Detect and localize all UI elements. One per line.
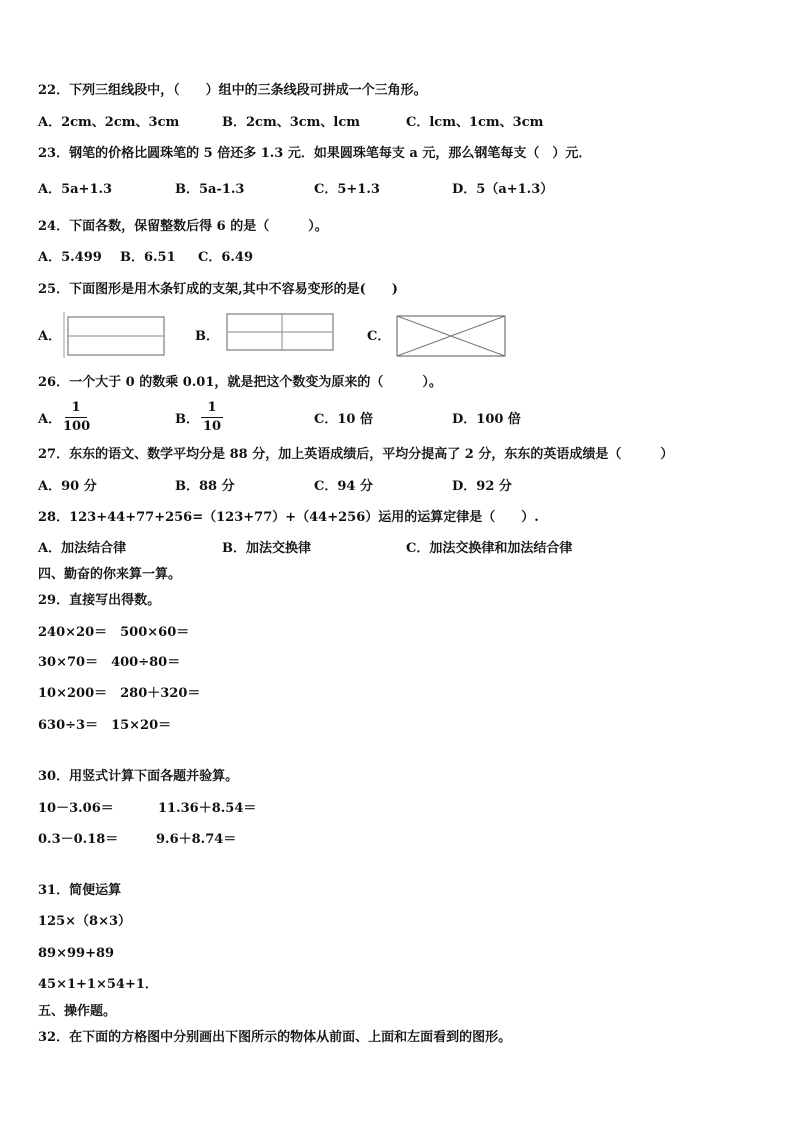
q31-item: 89×99+89 xyxy=(38,946,115,961)
q26-option-a-label: A． xyxy=(38,412,62,427)
q25-option-a-label: A． xyxy=(38,329,62,344)
q24-option-a: A．5.499 xyxy=(38,250,102,265)
fraction-denominator: 10 xyxy=(202,419,222,434)
q30-stem: 30．用竖式计算下面各题并验算。 xyxy=(38,769,239,784)
q22-option-b: B．2cm、3cm、lcm xyxy=(222,115,361,130)
q27-option-c: C．94 分 xyxy=(314,479,373,494)
q29-stem: 29．直接写出得数。 xyxy=(38,593,161,608)
q23-stem: 23．钢笔的价格比圆珠笔的 5 倍还多 1.3 元．如果圆珠笔每支 a 元，那么钢笔每支（ ）元． xyxy=(38,146,592,161)
frame-a-figure xyxy=(62,310,166,360)
q29-row: 30×70＝ 400÷80＝ xyxy=(38,655,181,670)
q31-item: 125×（8×3） xyxy=(38,914,132,929)
q28-option-c: C．加法交换律和加法结合律 xyxy=(406,541,573,556)
fraction-denominator: 100 xyxy=(63,419,91,434)
fraction-numerator: 1 xyxy=(207,400,217,415)
q23-option-a: A．5a+1.3 xyxy=(38,182,113,197)
q26-option-a-fraction xyxy=(63,400,89,435)
q25-option-c-label: C． xyxy=(367,329,391,344)
q22-option-a: A．2cm、2cm、3cm xyxy=(38,115,180,130)
q27-option-d: D．92 分 xyxy=(452,479,512,494)
q27-option-b: B．88 分 xyxy=(175,479,235,494)
q23-option-c: C．5+1.3 xyxy=(314,182,380,197)
q31-item: 45×1+1×54+1． xyxy=(38,977,158,992)
q30-item-4: 9.6＋8.74＝ xyxy=(156,832,237,847)
q30-item-2: 11.36＋8.54＝ xyxy=(158,801,257,816)
q29-row: 10×200＝ 280＋320＝ xyxy=(38,686,201,701)
q22-option-c: C．lcm、1cm、3cm xyxy=(406,115,544,130)
q26-stem: 26．一个大于 0 的数乘 0.01，就是把这个数变为原来的（ ）。 xyxy=(38,375,442,390)
fraction-bar xyxy=(65,417,87,418)
fraction-numerator: 1 xyxy=(71,400,81,415)
frame-b-figure xyxy=(224,312,336,354)
q26-option-b-fraction xyxy=(199,400,225,435)
q30-item-1: 10－3.06＝ xyxy=(38,801,114,816)
q29-row: 630÷3＝ 15×20＝ xyxy=(38,718,172,733)
q28-stem: 28．123+44+77+256=（123+77）+（44+256）运用的运算定律是（ ）. xyxy=(38,510,539,525)
q31-stem: 31．简便运算 xyxy=(38,883,122,898)
q24-option-c: C．6.49 xyxy=(198,250,254,265)
q25-stem: 25．下面图形是用木条钉成的支架,其中不容易变形的是( ) xyxy=(38,282,398,297)
fraction-bar xyxy=(201,417,223,418)
q27-stem: 27．东东的语文、数学平均分是 88 分，加上英语成绩后，平均分提高了 2 分，东东的英语成绩是（ ） xyxy=(38,447,674,462)
frame-c-figure xyxy=(395,314,508,360)
q27-option-a: A．90 分 xyxy=(38,479,97,494)
section-5-heading: 五、操作题。 xyxy=(38,1004,117,1019)
q24-option-b: B．6.51 xyxy=(120,250,176,265)
q23-option-d: D．5（a+1.3） xyxy=(452,182,554,197)
q22-stem: 22．下列三组线段中，（ ）组中的三条线段可拼成一个三角形。 xyxy=(38,83,427,98)
q32-stem: 32．在下面的方格图中分别画出下图所示的物体从前面、上面和左面看到的图形。 xyxy=(38,1030,512,1045)
q23-option-b: B．5a-1.3 xyxy=(175,182,245,197)
q26-option-b-label: B． xyxy=(175,412,199,427)
q30-item-3: 0.3－0.18＝ xyxy=(38,832,119,847)
q25-option-b-label: B． xyxy=(195,329,219,344)
section-4-heading: 四、勤奋的你来算一算。 xyxy=(38,567,182,582)
q24-stem: 24．下面各数，保留整数后得 6 的是（ ）。 xyxy=(38,219,328,234)
q28-option-b: B．加法交换律 xyxy=(222,541,311,556)
q28-option-a: A．加法结合律 xyxy=(38,541,127,556)
q29-row: 240×20＝ 500×60＝ xyxy=(38,625,190,640)
q26-option-c: C．10 倍 xyxy=(314,412,373,427)
q26-option-d: D．100 倍 xyxy=(452,412,521,427)
